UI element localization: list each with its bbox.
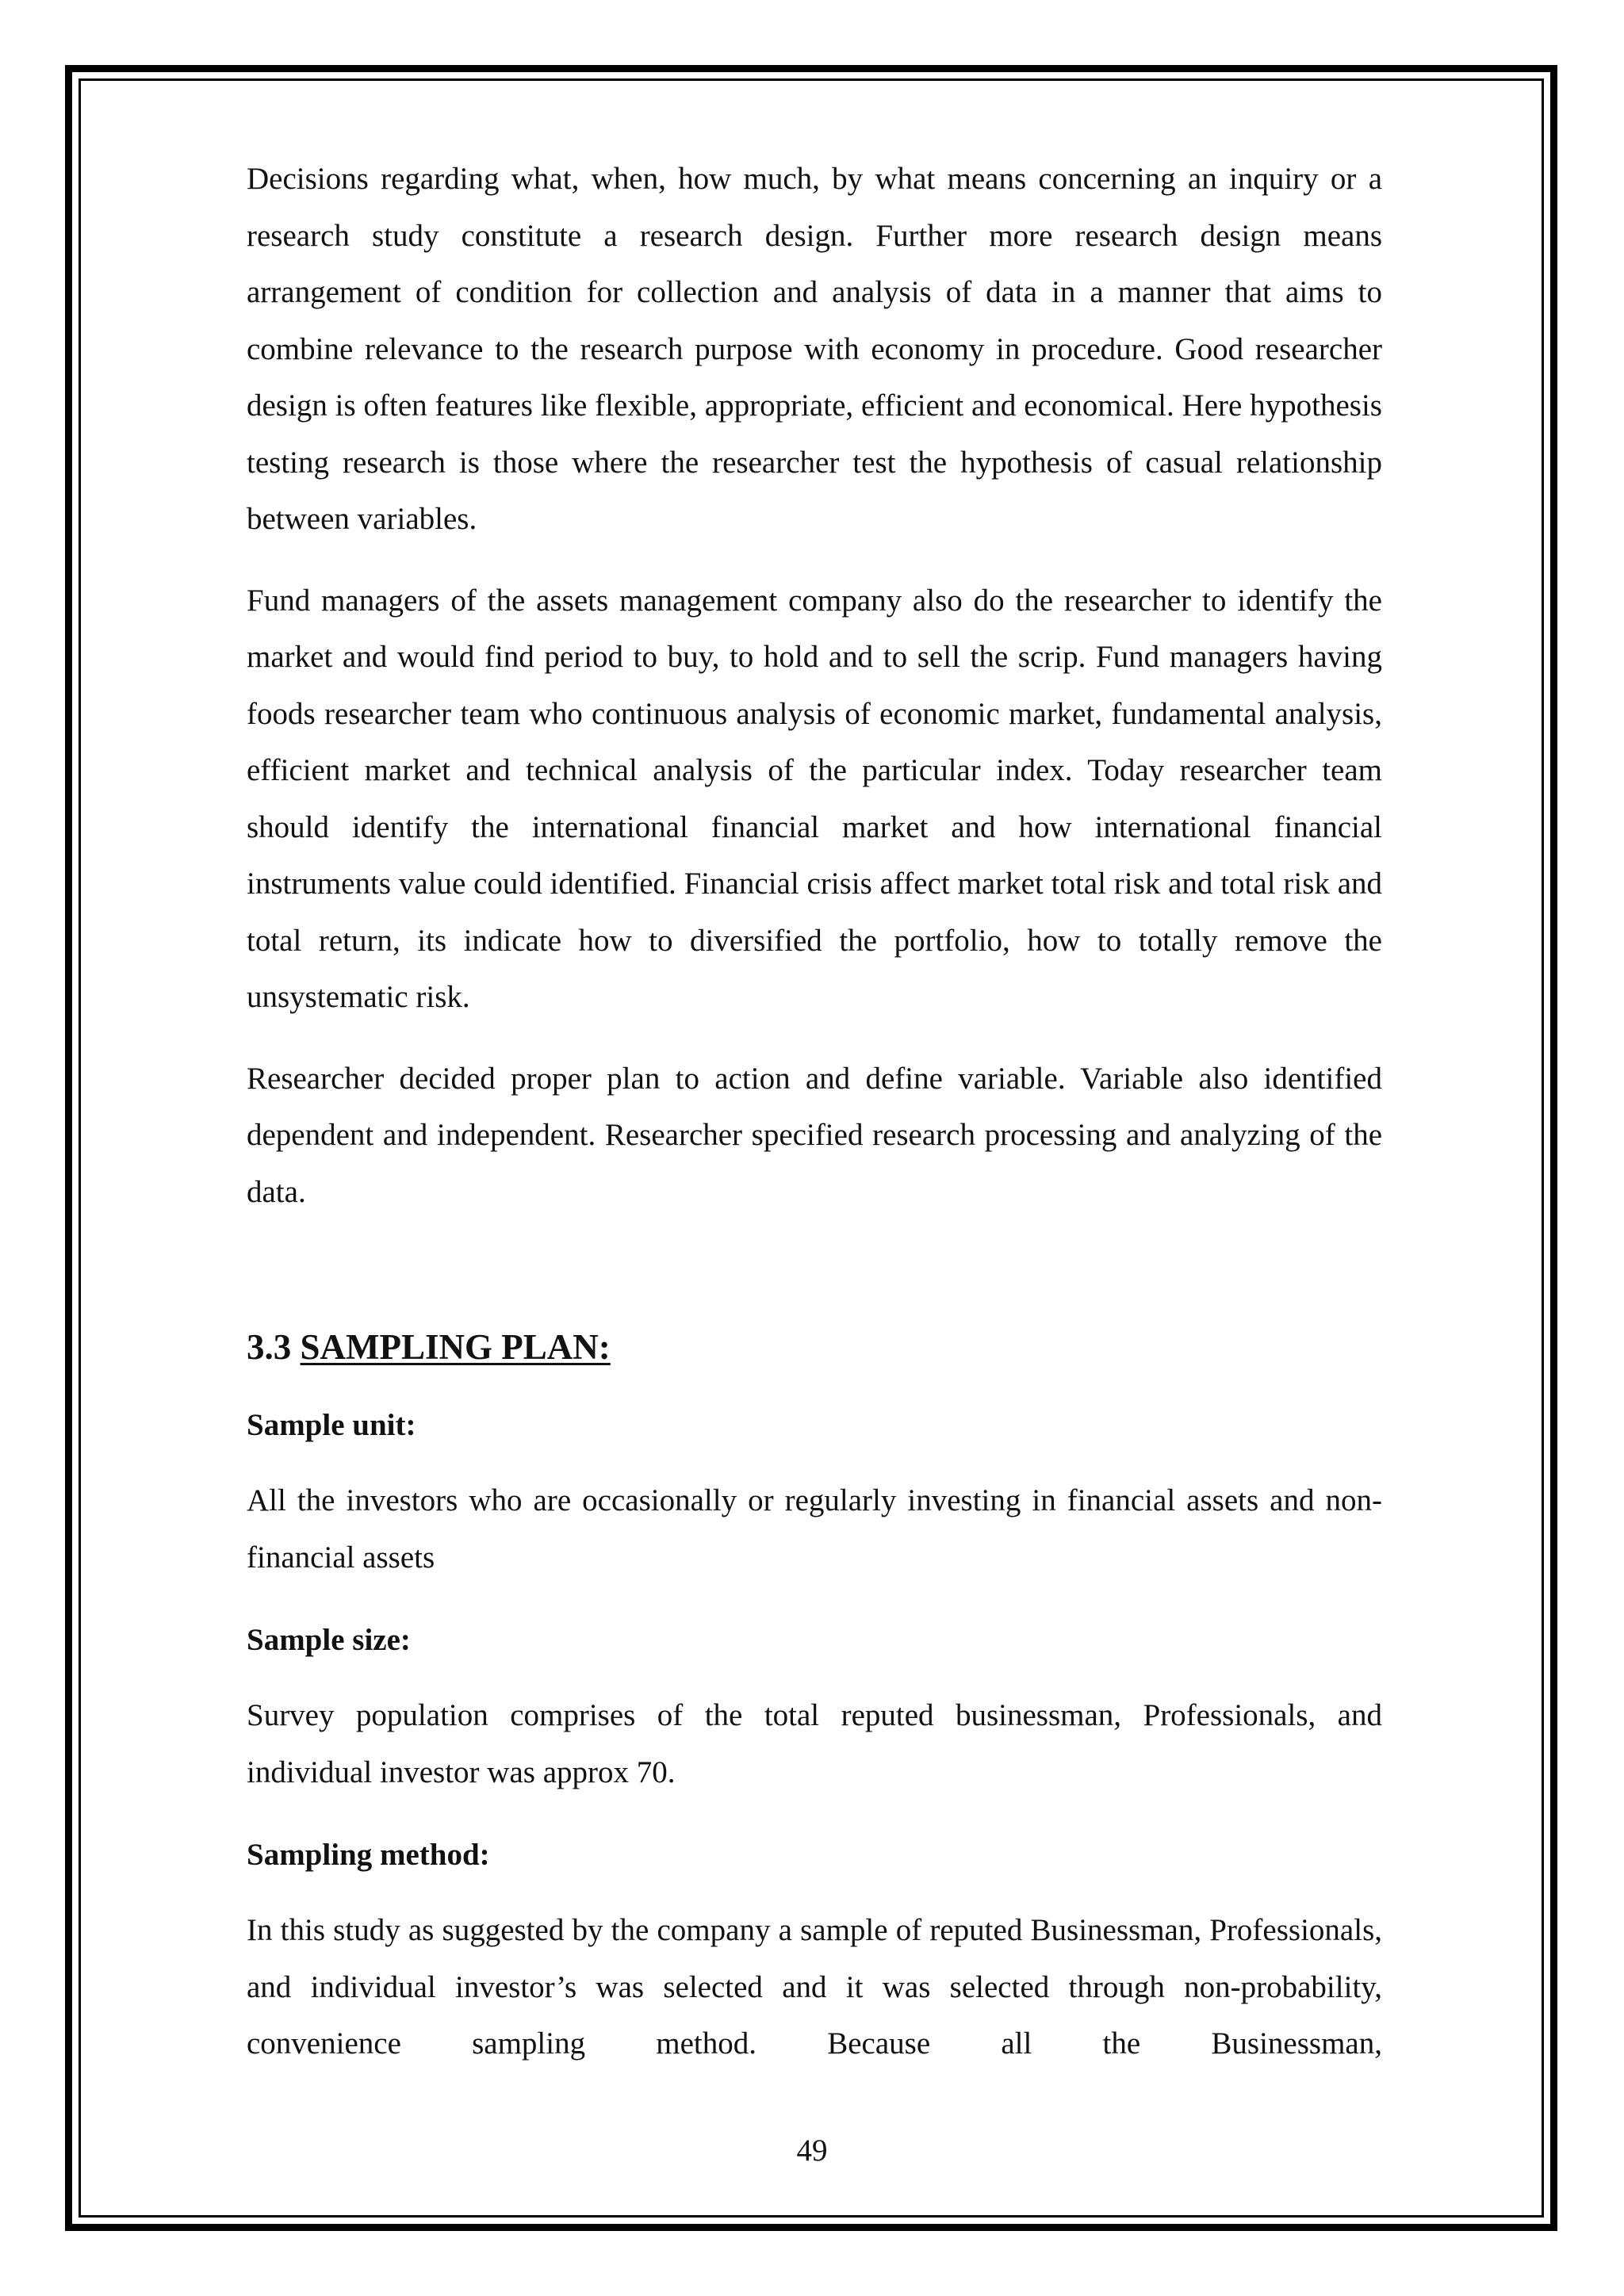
page-content bbox=[247, 151, 1382, 2072]
paragraph-research-design: Decisions regarding what, when, how much, by what means concerning an inquiry or a research study constitute a research design. Further more research design means arrangement of condition for collection and analysis of data in a manner that aims to combine relevance to the research purpose with economy in procedure. Good researcher design is often features like flexible, appropriate, efficient and economical. Here hypothesis testing research is those where the researcher test the hypothesis of casual relationship between variables. bbox=[247, 162, 1382, 536]
paragraph-researcher-plan: Researcher decided proper plan to action and define variable. Variable also identified dependent and independent. Researcher specified research processing and analyzing of the data. bbox=[247, 1061, 1382, 1209]
sample-unit-text: All the investors who are occasionally or regularly investing in financial assets and non-financial assets bbox=[247, 1483, 1382, 1575]
sample-unit-heading: Sample unit: bbox=[247, 1408, 416, 1442]
sample-size-heading: Sample size: bbox=[247, 1623, 411, 1657]
section-heading bbox=[247, 1323, 1382, 1371]
sampling-method-text: In this study as suggested by the company a sample of reputed Businessman, Professionals, and individual investor’s was selected and it was selected through non-probability, convenience sampling method. Because all the Businessman, bbox=[247, 1913, 1382, 2061]
section-number: 3.3 bbox=[247, 1327, 292, 1367]
section-title: SAMPLING PLAN: bbox=[300, 1327, 611, 1367]
sample-size-text: Survey population comprises of the total reputed businessman, Professionals, and individual investor was approx 70. bbox=[247, 1698, 1382, 1789]
paragraph-fund-managers: Fund managers of the assets management company also do the researcher to identify the market and would find period to buy, to hold and to sell the scrip. Fund managers having foods researcher team who continuous analysis of economic market, fundamental analysis, efficient market and technical analysis of the particular index. Today researcher team should identify the international financial market and how international financial instruments value could identified. Financial crisis affect market total risk and total risk and total return, its indicate how to diversified the portfolio, how to totally remove the unsystematic risk. bbox=[247, 583, 1382, 1014]
sampling-method-heading: Sampling method: bbox=[247, 1838, 490, 1872]
page-number: 49 bbox=[796, 2133, 828, 2168]
